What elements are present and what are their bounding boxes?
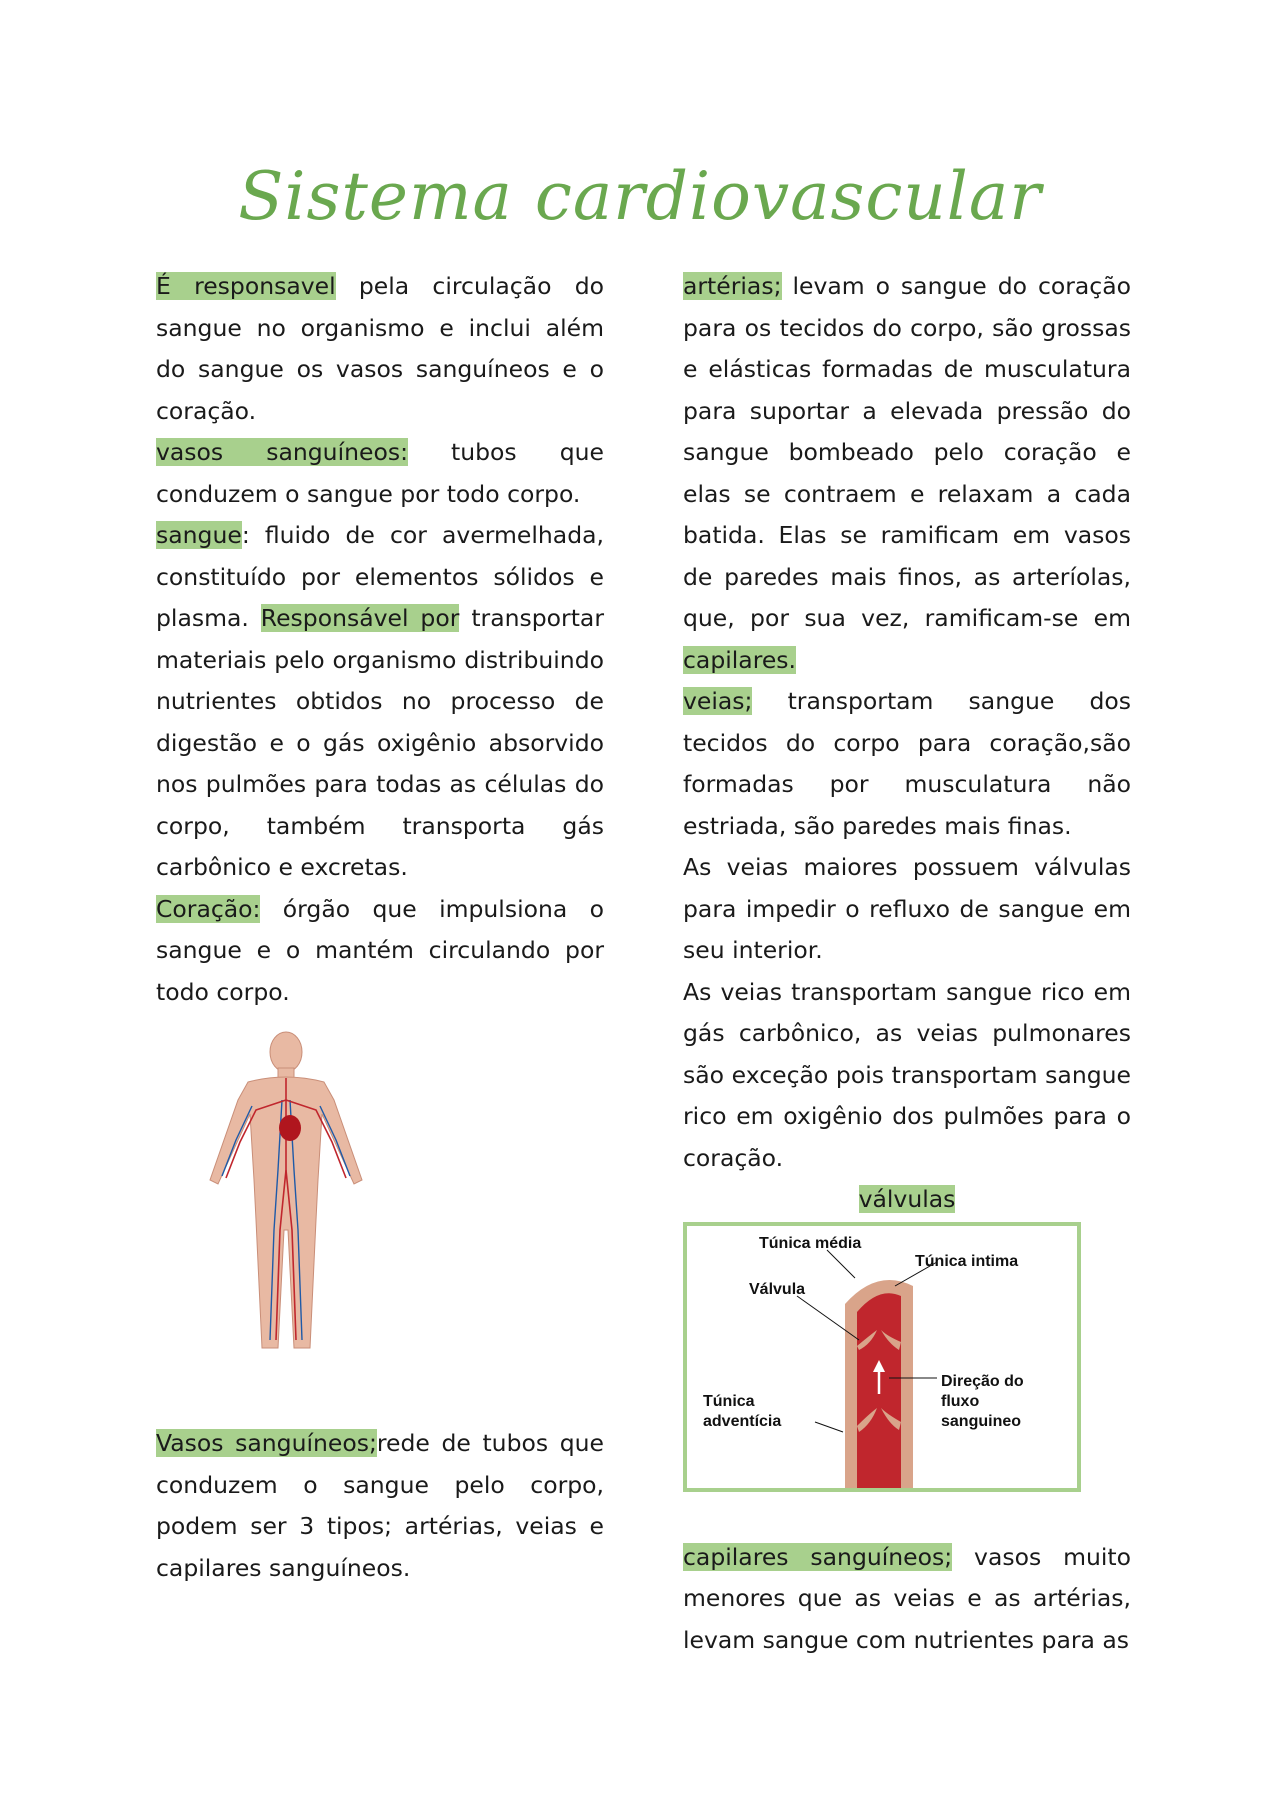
highlight-term: capilares sanguíneos; (683, 1542, 953, 1571)
coracao-paragraph (156, 889, 604, 1014)
vasos-paragraph (156, 432, 604, 515)
paragraph-text: pela circulação do sangue no organismo e inclui além do sangue os vasos sanguíneos e o coração. (156, 272, 604, 425)
paragraph-text: rede de tubos que conduzem o sangue pelo corpo, podem ser 3 tipos; artérias, veias e capilares sanguíneos. (156, 1429, 604, 1582)
highlight-term: Vasos sanguíneos; (156, 1429, 377, 1457)
paragraph-text: transportam sangue dos tecidos do corpo para coração,são formadas por musculatura não estriada, são paredes mais finas. (683, 687, 1131, 840)
label-direcao: Direção do (941, 1373, 1024, 1390)
label-valvula: Válvula (749, 1281, 806, 1298)
intro-paragraph (156, 266, 604, 432)
paragraph-text: transportar materiais pelo organismo distribuindo nutrientes obtidos no processo de digestão e o gás oxigênio absorvido nos pulmões para todas as células do corpo, também transporta gás carbônico e excretas. (156, 604, 604, 881)
highlight-term: Responsável por (260, 604, 460, 632)
veias-transporte-paragraph: As veias transportam sangue rico em gás carbônico, as veias pulmonares são exceção pois transportam sangue rico em oxigênio dos pulmões para o coração. (683, 977, 1131, 1172)
highlight-term: Coração: (156, 894, 261, 923)
vasos-tipos-paragraph (156, 1423, 604, 1589)
highlight-term: válvulas (858, 1185, 956, 1213)
valve-heading (683, 1179, 1131, 1221)
label-sanguineo: sanguineo (941, 1413, 1022, 1430)
paragraph-text: : fluido de cor avermelhada, constituído por elementos sólidos e plasma. (156, 521, 604, 632)
label-tunica-intima: Túnica intima (915, 1253, 1019, 1270)
sangue-paragraph (156, 515, 604, 889)
veias-paragraph (683, 681, 1131, 847)
highlight-term: É responsavel (156, 272, 336, 300)
page-title: Sistema cardiovascular (238, 158, 1042, 235)
arterias-paragraph (683, 266, 1131, 681)
paragraph-text: órgão que impulsiona o sangue e o mantém circulando por todo corpo. (156, 894, 604, 1006)
left-column (156, 266, 604, 1589)
paragraph-text: tubos que conduzem o sangue por todo corpo. (156, 438, 604, 508)
label-tunica-adventicia: Túnica (703, 1393, 755, 1410)
highlight-term: capilares. (683, 645, 797, 674)
vein-valve-illustration (687, 1226, 1077, 1488)
label-tunica-media: Túnica média (759, 1235, 862, 1252)
highlight-term: sangue (156, 521, 242, 549)
valvulas-paragraph: As veias maiores possuem válvulas para impedir o refluxo de sangue em seu interior. (683, 853, 1131, 964)
highlight-term: veias; (683, 687, 753, 715)
paragraph-text: levam o sangue do coração para os tecidos do corpo, são grossas e elásticas formadas de musculatura para suportar a elevada pressão do sangue bombeado pelo coração e elas se contraem e relaxam a cada batida. Elas se ramificam em vasos de paredes mais finos, as arteríolas, que, por sua vez, ramificam-se em (683, 272, 1131, 632)
highlight-term: artérias; (683, 272, 782, 300)
paragraph-text: vasos muito menores que as veias e as artérias, levam sangue com nutrientes para as (683, 1542, 1131, 1654)
capilares-paragraph (683, 1537, 1131, 1662)
label-tunica-adventicia-2: adventícia (703, 1413, 782, 1430)
highlight-term: vasos sanguíneos: (156, 438, 408, 466)
label-fluxo: fluxo (941, 1393, 980, 1410)
human-circulatory-figure (186, 1030, 386, 1360)
valve-diagram (683, 1222, 1081, 1492)
heart-icon (279, 1115, 301, 1141)
